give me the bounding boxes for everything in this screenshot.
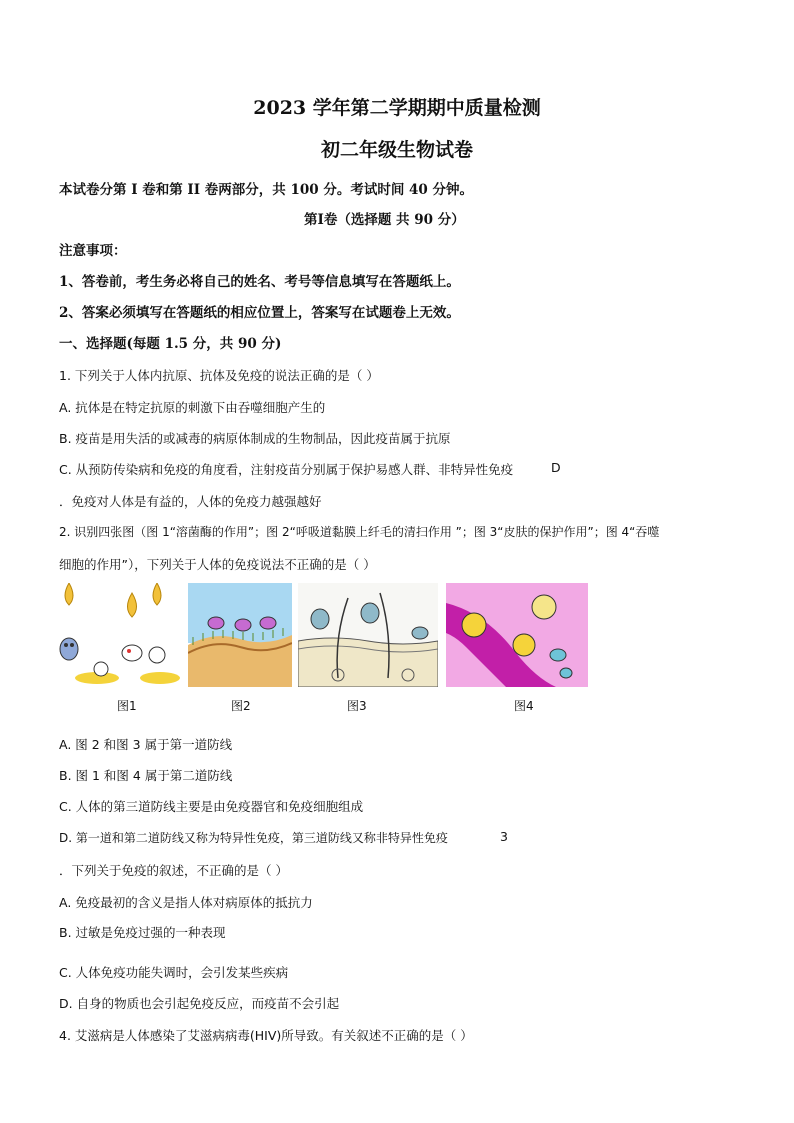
q1-option-c: C. 从预防传染病和免疫的角度看，注射疫苗分别属于保护易感人群、非特异性免疫 [59,462,514,477]
figure-3-caption: 图3 [347,699,367,713]
q3-option-c: C. 人体免疫功能失调时，会引发某些疾病 [59,965,289,980]
figure-1-caption: 图1 [117,699,137,713]
page-subtitle: 初二年级生物试卷 [320,139,473,161]
q1-stem: 1. 下列关于人体内抗原、抗体及免疫的说法正确的是（ ） [59,368,379,383]
figure-3-skin [298,583,438,687]
q1-option-d-letter: D [551,460,561,475]
notice-item-1: 1、答卷前，考生务必将自己的姓名、考号等信息填写在答题纸上。 [59,274,460,290]
q3-option-a: A. 免疫最初的含义是指人体对病原体的抵抗力 [59,895,313,910]
q1-option-d: ．免疫对人体是有益的，人体的免疫力越强越好 [59,494,322,509]
q3-option-d: D. 自身的物质也会引起免疫反应，而疫苗不会引起 [59,996,340,1011]
notice-item-2: 2、答案必须填写在答题纸的相应位置上，答案写在试题卷上无效。 [59,305,460,321]
notice-title: 注意事项： [59,243,127,259]
section-heading: 一、选择题(每题 1.5 分，共 90 分) [59,336,282,352]
q3-stem: ．下列关于免疫的叙述，不正确的是（ ） [59,863,288,878]
q2-option-d: D. 第一道和第二道防线又称为特异性免疫，第三道防线又称非特异性免疫 [59,831,448,845]
q2-stem-line-2: 细胞的作用”），下列关于人体的免疫说法不正确的是（ ） [59,557,376,572]
figure-4-phagocyte [446,583,588,687]
intro-text: 本试卷分第 I 卷和第 II 卷两部分，共 100 分。考试时间 40 分钟。 [59,182,474,198]
part1-heading: 第Ⅰ卷（选择题 共 90 分） [304,212,465,228]
page-title: 2023 学年第二学期期中质量检测 [253,97,541,119]
q3-number: 3 [500,829,508,844]
figure-2-caption: 图2 [231,699,251,713]
q2-option-c: C. 人体的第三道防线主要是由免疫器官和免疫细胞组成 [59,799,364,814]
figure-1-lysozyme [57,583,182,687]
q2-stem-line-1: 2. 识别四张图（图 1“溶菌酶的作用”；图 2“呼吸道黏膜上纤毛的清扫作用 ”；图 3“皮肤的保护作用”；图 4“吞噬 [59,525,660,539]
q2-option-a: A. 图 2 和图 3 属于第一道防线 [59,737,233,752]
q4-stem: 4. 艾滋病是人体感染了艾滋病病毒(HIV)所导致。有关叙述不正确的是（ ） [59,1028,473,1043]
q1-option-a: A. 抗体是在特定抗原的刺激下由吞噬细胞产生的 [59,400,326,415]
q2-option-b: B. 图 1 和图 4 属于第二道防线 [59,768,233,783]
figure-4-caption: 图4 [514,699,534,713]
q3-option-b: B. 过敏是免疫过强的一种表现 [59,925,226,940]
figure-2-cilia [188,583,292,687]
q1-option-b: B. 疫苗是用失活的或减毒的病原体制成的生物制品，因此疫苗属于抗原 [59,431,451,446]
